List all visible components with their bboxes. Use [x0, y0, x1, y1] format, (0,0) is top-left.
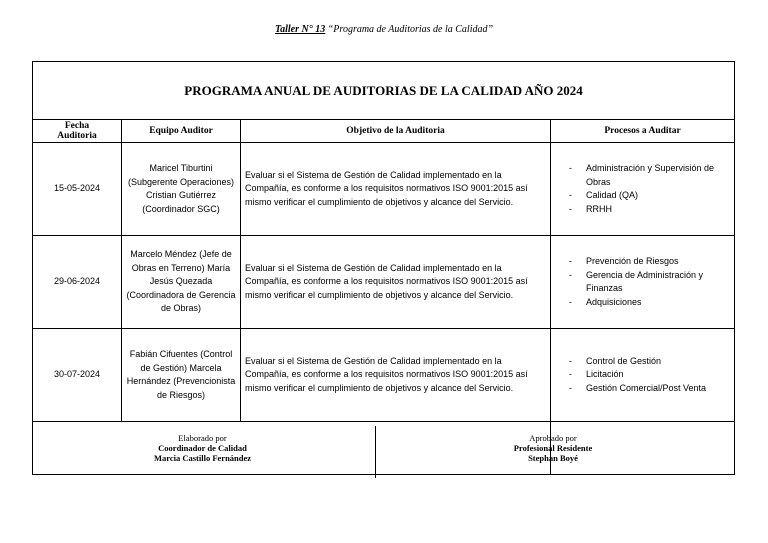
process-item: - RRHH — [569, 203, 612, 214]
process-item: - Adquisiciones — [569, 296, 642, 307]
table-row — [33, 329, 735, 422]
audit-program-table — [32, 61, 735, 475]
process-item: - Gestión Comercial/Post Venta — [569, 382, 707, 393]
column-header-team: Equipo Auditor — [122, 120, 241, 143]
audit-team: Maricel Tiburtini (Subgerente Operaciones) Cristian Gutiérrez (Coordinador SGC) — [122, 143, 241, 236]
audit-date: 15-05-2024 — [33, 143, 122, 236]
process-item: - Calidad (QA) — [569, 190, 639, 200]
prepared-by-name: Marcia Castillo Fernández — [153, 453, 252, 463]
approved-by-cell — [513, 422, 735, 475]
audit-team: Marcelo Méndez (Jefe de Obras en Terreno) María Jesús Quezada (Coordinadora de Gerencia de Obras) — [122, 236, 241, 329]
column-header-objective: Objetivo de la Auditoria — [241, 120, 551, 143]
process-item: - Prevención de Riesgos — [569, 256, 679, 266]
column-header-processes: Procesos a Auditar — [551, 120, 735, 143]
approved-by-name: Stephan Boyé — [528, 453, 578, 463]
audit-processes — [551, 143, 735, 236]
table-row — [33, 143, 735, 236]
audit-team: Fabián Cifuentes (Control de Gestión) Marcela Hernández (Prevencionista de Riesgos) — [122, 329, 241, 422]
column-header-date: Fecha Auditoria — [33, 120, 122, 143]
process-item: - Gerencia de Administración y Finanzas — [569, 269, 704, 293]
approved-by-label: Aprobado por — [529, 433, 577, 443]
process-item: - Administración y Supervisión de Obras — [569, 163, 715, 187]
audit-processes — [551, 329, 735, 422]
process-item: - Control de Gestión — [569, 355, 662, 366]
workshop-number: Taller N° 13 — [274, 24, 326, 35]
prepared-by-label: Elaborado por — [178, 433, 227, 443]
audit-objective: Evaluar si el Sistema de Gestión de Calidad implementado en la Compañía, es conforme a los requisitos normativos ISO 9001:2015 así mismo verificar el cumplimiento de objetivos y alcance del Servicio. — [241, 236, 551, 329]
table-row — [33, 236, 735, 329]
workshop-subtitle: “Programa de Auditorias de la Calidad” — [327, 24, 494, 35]
audit-objective: Evaluar si el Sistema de Gestión de Calidad implementado en la Compañía, es conforme a los requisitos normativos ISO 9001:2015 así mismo verificar el cumplimiento de objetivos y alcance del Servicio. — [241, 143, 551, 236]
approved-by-role: Profesional Residente — [513, 443, 593, 453]
audit-date: 29-06-2024 — [33, 236, 122, 329]
audit-processes — [551, 236, 735, 329]
process-item: - Licitación — [569, 369, 624, 380]
document-header — [0, 24, 768, 35]
audit-objective: Evaluar si el Sistema de Gestión de Calidad implementado en la Compañía, es conforme a los requisitos normativos ISO 9001:2015 así mismo verificar el cumplimiento de objetivos y alcance del Servicio. — [241, 329, 551, 422]
signature-divider — [375, 426, 376, 478]
table-title: PROGRAMA ANUAL DE AUDITORIAS DE LA CALIDAD AÑO 2024 — [33, 62, 735, 120]
signature-row — [33, 422, 735, 475]
prepared-by-role: Coordinador de Calidad — [158, 443, 247, 453]
audit-date: 30-07-2024 — [33, 329, 122, 422]
